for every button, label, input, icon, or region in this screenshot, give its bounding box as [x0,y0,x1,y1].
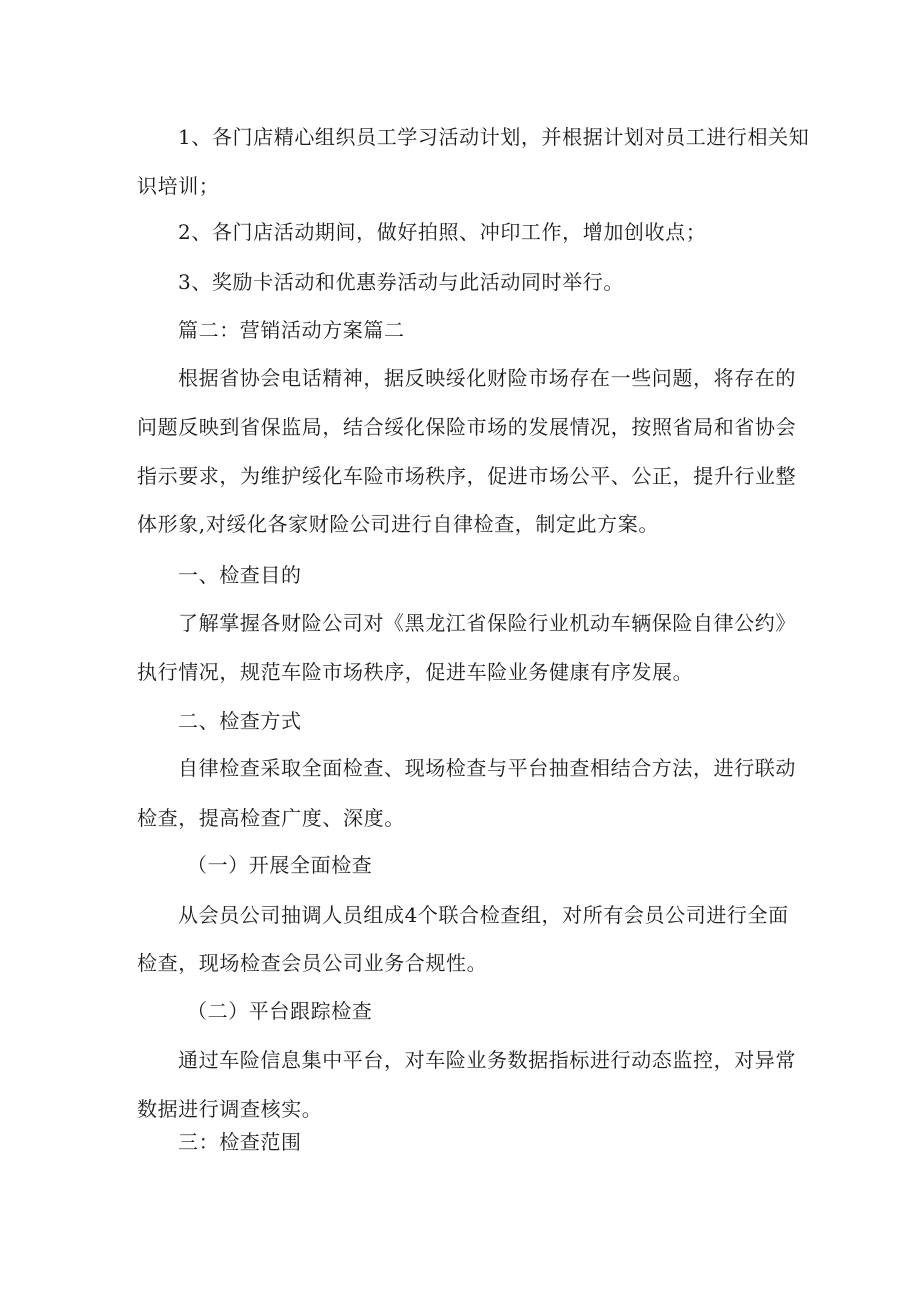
section-heading: 一、检查目的 [178,563,302,587]
paragraph-line: 3、奖励卡活动和优惠券活动与此活动同时举行。 [178,270,624,294]
paragraph-line: 数据进行调查核实。 [137,1097,323,1121]
paragraph-line: 自律检查采取全面检查、现场检查与平台抽查相结合方法，进行联动 [178,756,796,780]
paragraph-line: 根据省协会电话精神，据反映绥化财险市场存在一些问题，将存在的 [178,366,796,390]
paragraph-line: 检查，提高检查广度、深度。 [137,806,405,830]
paragraph-line: 1、各门店精心组织员工学习活动计划，并根据计划对员工进行相关知 [178,125,810,149]
section-heading: 篇二：营销活动方案篇二 [178,318,405,342]
paragraph-line: 检查，现场检查会员公司业务合规性。 [137,951,488,975]
paragraph-line: 指示要求，为维护绥化车险市场秩序，促进市场公平、公正，提升行业整 [137,464,797,488]
subsection-heading: （二）平台跟踪检查 [187,999,373,1023]
paragraph-line: 2、各门店活动期间，做好拍照、冲印工作，增加创收点； [178,220,707,244]
paragraph-line: 执行情况，规范车险市场秩序，促进车险业务健康有序发展。 [137,660,694,684]
section-heading: 二、检查方式 [178,709,302,733]
section-heading: 三：检查范围 [178,1130,302,1154]
paragraph-line: 从会员公司抽调人员组成4个联合检查组，对所有会员公司进行全面 [178,903,789,927]
paragraph-line: 了解掌握各财险公司对《黑龙江省保险行业机动车辆保险自律公约》 [178,611,796,635]
subsection-heading: （一）开展全面检查 [187,853,373,877]
paragraph-line: 问题反映到省保监局，结合绥化保险市场的发展情况，按照省局和省协会 [137,415,797,439]
paragraph-line: 体形象,对绥化各家财险公司进行自律检查，制定此方案。 [137,512,659,536]
paragraph-line: 识培训； [137,174,220,198]
paragraph-line: 通过车险信息集中平台，对车险业务数据指标进行动态监控，对异常 [178,1048,796,1072]
